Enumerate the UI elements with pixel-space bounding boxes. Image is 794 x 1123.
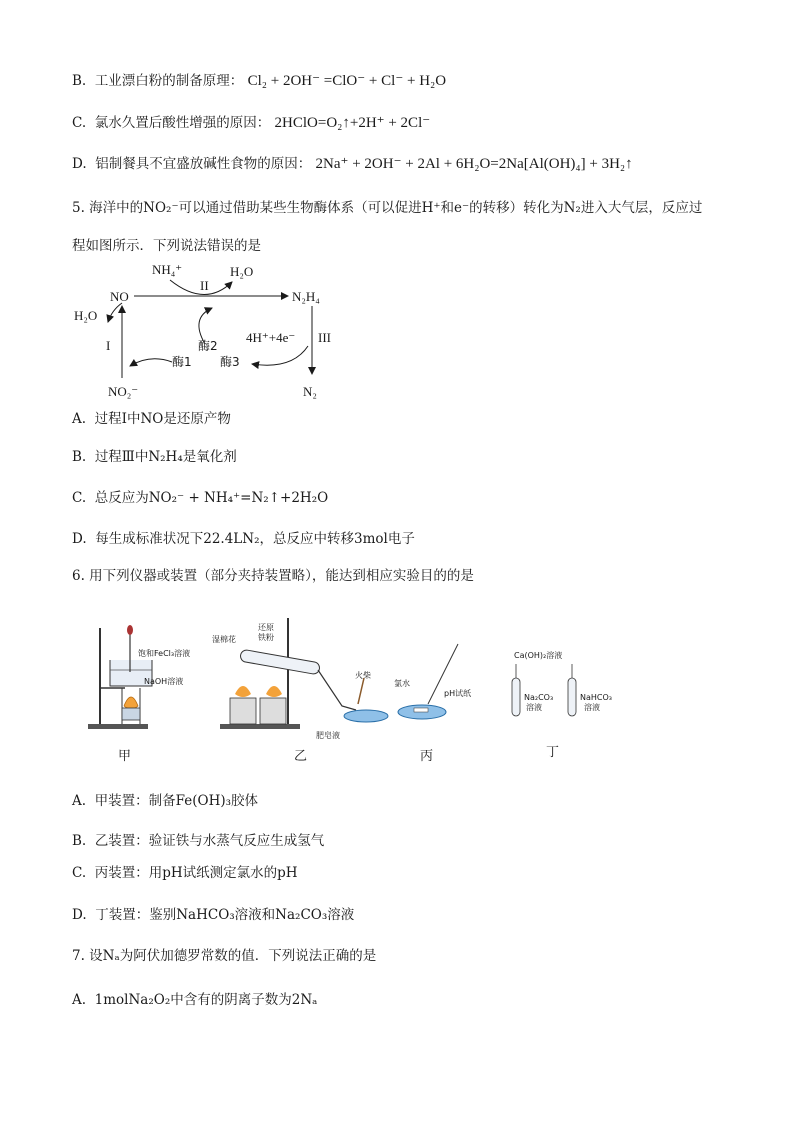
yi-cotton-label: 湿棉花 [212,635,236,644]
option-text: 每生成标准状况下22.4LN₂，总反应中转移3mol电子 [95,531,415,547]
option-text: 工业漂白粉的制备原理： [94,73,244,89]
jia-stand-base [88,724,148,729]
h2o-left-label: H₂O [74,308,98,323]
q7-option-a [72,990,317,1010]
option-letter: A. [72,411,87,427]
q5-option-c [72,488,328,508]
enzyme-2-label: 酶2 [198,339,218,353]
no-label: NO [110,289,129,304]
ding-nahco3-label: NaHCO₃ [580,693,612,702]
yi-caption: 乙 [294,749,308,764]
ding-nahco3-solution-label: 溶液 [584,703,600,712]
yi-iron-label-2: 铁粉 [258,633,274,642]
h2o-release-arrow [108,303,122,322]
option-letter: A. [72,992,87,1008]
option-letter: D. [72,156,87,172]
yi-soap-label: 肥皂液 [316,731,340,740]
enzyme-3-label: 酶3 [220,355,240,369]
option-letter: C. [72,865,87,881]
nitrogen-cycle-diagram [70,258,360,403]
q7-stem: 7. 设Nₐ为阿伏加德罗常数的值．下列说法正确的是 [72,948,377,964]
yi-block [230,698,256,724]
option-letter: B. [72,449,87,465]
apparatus-yi [212,618,388,764]
yi-delivery-tube [318,670,356,710]
bing-chlorine-label: 氯水 [394,679,410,688]
yi-evaporating-dish [344,710,388,722]
option-text: 铝制餐具不宜盛放碱性食物的原因： [95,156,312,172]
match-icon [358,678,364,704]
q6-option-d [72,905,354,925]
apparatus-jia [88,625,190,764]
apparatus-ding [512,650,612,760]
yi-stand-base [220,724,300,729]
apparatus-bing [394,644,471,764]
option-formula: 2HClO=O₂↑+2H⁺ + 2Cl⁻ [274,115,431,131]
option-text: 丙装置：用pH试纸测定氯水的pH [94,865,298,881]
yi-block [260,698,286,724]
q5-stem-line2: 程如图所示．下列说法错误的是 [72,238,261,254]
enzyme1-arrow [130,359,172,366]
roman-2-label: II [200,278,209,293]
option-letter: D. [72,531,87,547]
ding-caoh2-label: Ca(OH)₂溶液 [514,651,563,660]
bing-ph-label: pH试纸 [444,689,472,698]
no2-label: NO₂⁻ [108,384,139,399]
yi-iron-label-1: 还原 [258,623,274,632]
option-letter: A. [72,793,87,809]
ding-caption: 丁 [546,745,560,760]
option-d-prev [72,154,633,174]
ding-test-tube [512,678,520,716]
enzyme-1-label: 酶1 [172,355,192,369]
nh4-label: NH₄⁺ [152,262,183,277]
ding-na2co3-solution-label: 溶液 [526,703,542,712]
flame-icon [124,697,138,709]
option-text: 甲装置：制备Fe(OH)₃胶体 [94,793,259,809]
roman-3-label: III [318,330,331,345]
q5-option-a [72,409,231,429]
option-letter: C. [72,115,87,131]
proton-electron-label: 4H⁺+4e⁻ [246,330,296,345]
yi-test-tube [240,649,321,675]
q5-stem-line1: 5. 海洋中的NO₂⁻可以通过借助某些生物酶体系（可以促进H⁺和e⁻的转移）转化为N₂进入大气层，反应过 [72,200,703,216]
option-b-prev [72,71,446,91]
option-formula: Cl₂ + 2OH⁻ =ClO⁻ + Cl⁻ + H₂O [247,73,447,89]
jia-alcohol-lamp [122,708,140,720]
flame-icon [235,686,251,697]
n2h4-label: N₂H₄ [292,289,320,304]
bing-caption: 丙 [420,749,434,764]
enzyme3-arrow [252,346,308,365]
option-text: 总反应为NO₂⁻ + NH₄⁺=N₂↑+2H₂O [94,490,329,506]
ding-na2co3-label: Na₂CO₃ [524,693,554,702]
option-text: 1molNa₂O₂中含有的阴离子数为2Nₐ [94,992,318,1008]
option-formula: 2Na⁺ + 2OH⁻ + 2Al + 6H₂O=2Na[Al(OH)₄] + 3H₂↑ [315,156,633,172]
option-letter: C. [72,490,87,506]
q6-stem: 6. 用下列仪器或装置（部分夹持装置略），能达到相应实验目的的是 [72,568,474,584]
q5-option-b [72,447,237,467]
bing-ph-paper [414,708,428,712]
option-letter: B. [72,833,87,849]
apparatus-figure [80,608,620,768]
h2o-top-label: H₂O [230,264,254,279]
flame-icon [266,686,282,697]
q6-option-b [72,831,324,851]
option-text: 乙装置：验证铁与水蒸气反应生成氢气 [94,833,325,849]
n2-label: N₂ [303,384,317,399]
jia-naoh-label: NaOH溶液 [144,677,184,686]
option-letter: B. [72,73,87,89]
option-letter: D. [72,907,87,923]
option-text: 过程Ⅲ中N₂H₄是氧化剂 [94,449,237,465]
roman-1-label: I [106,338,111,353]
jia-fecl3-label: 饱和FeCl₃溶液 [138,649,191,658]
ding-test-tube [568,678,576,716]
q6-option-c [72,863,298,883]
q6-option-a [72,791,258,811]
option-text: 过程Ⅰ中NO是还原产物 [94,411,231,427]
jia-caption: 甲 [118,749,132,764]
q5-option-d [72,529,415,549]
option-text: 氯水久置后酸性增强的原因： [94,115,271,131]
option-text: 丁装置：鉴别NaHCO₃溶液和Na₂CO₃溶液 [95,907,355,923]
yi-match-label: 火柴 [355,671,371,680]
jia-dropper-bulb [127,625,133,635]
option-c-prev [72,113,430,133]
